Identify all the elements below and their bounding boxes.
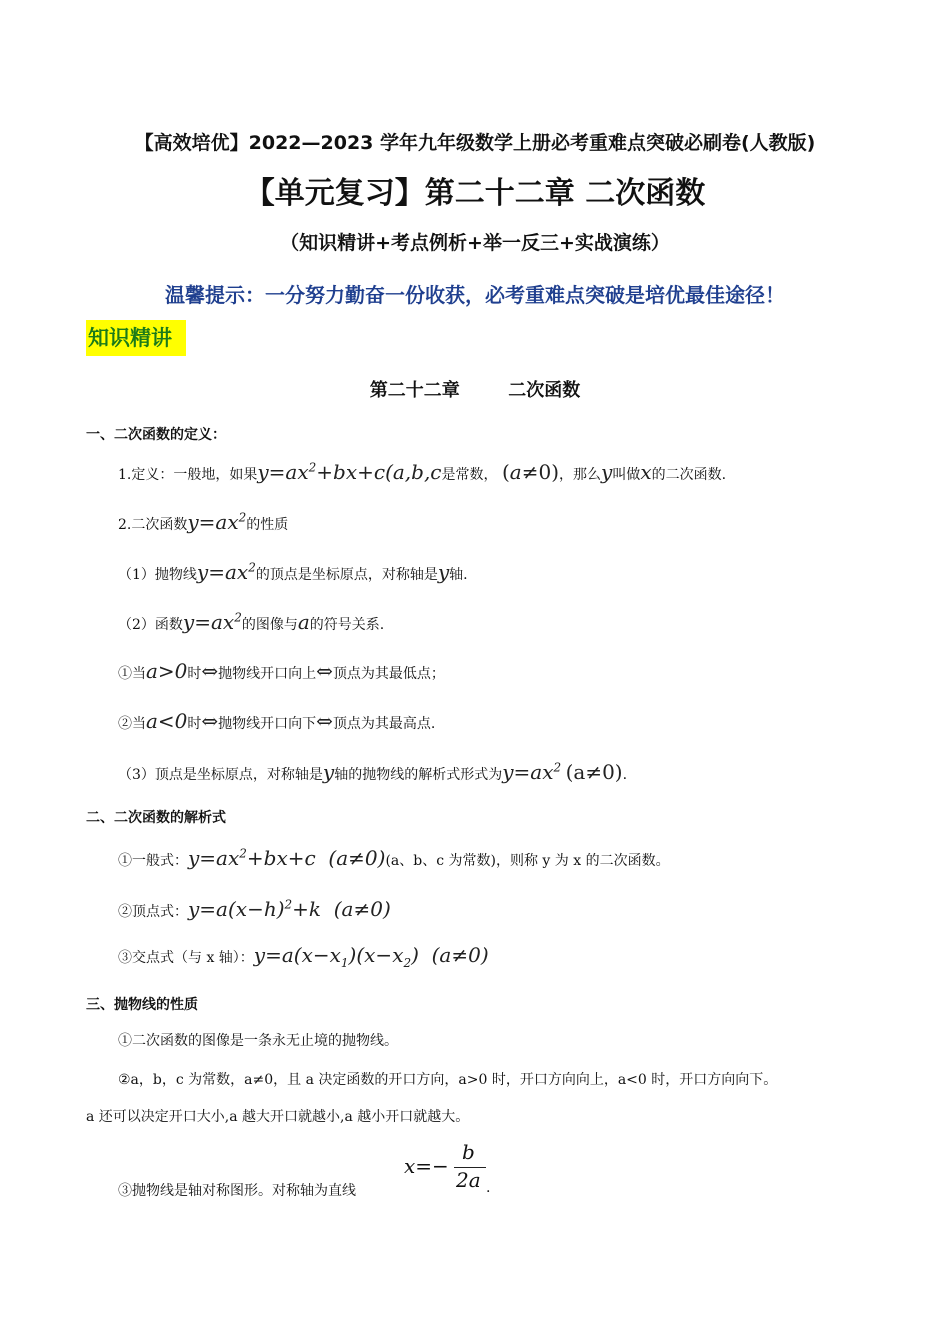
p3-b: 轴的抛物线的解析式形式为 bbox=[334, 767, 503, 783]
doc-title-line1: 【高效培优】2022—2023 学年九年级数学上册必考重难点突破必刷卷(人教版) bbox=[134, 132, 816, 154]
doc-title-line2: 【单元复习】第二十二章 二次函数 bbox=[244, 176, 706, 211]
c2-a: ②当 bbox=[118, 716, 146, 732]
def-end2: 叫做 bbox=[612, 467, 641, 483]
expr-yax2-p2: $y=ax^2$ bbox=[182, 610, 242, 634]
tip-text: 温馨提示：一分努力勤奋一份收获，必考重难点突破是培优最佳途径！ bbox=[165, 283, 785, 307]
property-item-3: ③抛物线是轴对称图形。对称轴为直线 bbox=[118, 1183, 356, 1199]
vertex-form-expression: $y=a(x-h)^2+k$ (a≠0) bbox=[188, 897, 391, 921]
property-2-line bbox=[118, 610, 384, 634]
c2-d: 顶点为其最高点. bbox=[332, 716, 436, 732]
general-form-label: ①一般式： bbox=[118, 853, 188, 869]
axis-denominator: 2a bbox=[456, 1168, 481, 1192]
property-item-1: ①二次函数的图像是一条永无止境的抛物线。 bbox=[118, 1033, 398, 1049]
section-2-title: 二、二次函数的解析式 bbox=[86, 810, 226, 826]
property-item-3-end: . bbox=[486, 1180, 491, 1196]
vertex-form-line bbox=[118, 897, 391, 921]
cond-a-negative: a<0 bbox=[146, 709, 188, 733]
p2-c: 的符号关系. bbox=[309, 617, 385, 633]
p2-a: （2）函数 bbox=[118, 617, 183, 633]
def-mid: 是常数， bbox=[441, 467, 498, 483]
iff-symbol: ⇔ bbox=[201, 709, 219, 733]
iff-symbol: ⇔ bbox=[201, 659, 219, 683]
p1-b: 的顶点是坐标原点，对称轴是 bbox=[255, 567, 438, 583]
c1-a: ①当 bbox=[118, 666, 146, 682]
section-highlight: 知识精讲 bbox=[86, 320, 186, 356]
p1-c: 轴. bbox=[449, 567, 468, 583]
definition-line bbox=[118, 460, 726, 484]
case-2-line bbox=[118, 709, 435, 733]
intercept-form-expression: $y=a(x-x_1)(x-x_2)$ (a≠0) bbox=[253, 943, 489, 970]
property-item-2a: ②a，b，c 为常数，a≠0，且 a 决定函数的开口方向，a>0 时，开口方向向上，a<0 时，开口方向向下。 bbox=[118, 1072, 778, 1088]
c1-c: 抛物线开口向上 bbox=[218, 666, 317, 682]
var-y-p3: y bbox=[322, 760, 335, 784]
vertex-form-label: ②顶点式： bbox=[118, 904, 188, 920]
iff-symbol: ⇔ bbox=[316, 709, 333, 733]
chapter-name: 二次函数 bbox=[508, 380, 581, 401]
chapter-number: 第二十二章 bbox=[369, 380, 460, 401]
c1-d: 顶点为其最低点； bbox=[332, 666, 445, 682]
prop-label: 2.二次函数 bbox=[118, 517, 188, 533]
var-x: x bbox=[640, 460, 652, 484]
section-1-title: 一、二次函数的定义： bbox=[86, 427, 226, 443]
general-form-expression: $y=ax^2+bx+c$ (a≠0) bbox=[188, 846, 386, 870]
prop-end: 的性质 bbox=[246, 517, 289, 533]
expr-yax2-p3: $y=ax^2$ bbox=[502, 760, 562, 784]
def-end3: 的二次函数. bbox=[651, 467, 727, 483]
property-3-line bbox=[118, 760, 627, 784]
def-label: 1.定义：一般地，如果 bbox=[118, 467, 258, 483]
def-condition: (a≠0) bbox=[501, 460, 560, 484]
chapter-heading bbox=[0, 376, 950, 402]
iff-symbol: ⇔ bbox=[316, 659, 333, 683]
case-1-line bbox=[118, 659, 445, 683]
c1-b: 时 bbox=[187, 666, 202, 682]
property-item-2b: a 还可以决定开口大小,a 越大开口就越小,a 越小开口就越大。 bbox=[86, 1109, 470, 1125]
general-form-note: (a、b、c 为常数)，则称 y 为 x 的二次函数。 bbox=[385, 853, 670, 869]
c2-b: 时 bbox=[187, 716, 202, 732]
var-y-p1: y bbox=[437, 560, 450, 584]
var-y: y bbox=[601, 460, 613, 484]
p3-a: （3）顶点是坐标原点，对称轴是 bbox=[118, 767, 323, 783]
section-3-title: 三、抛物线的性质 bbox=[86, 997, 198, 1013]
var-a-p2: a bbox=[297, 610, 310, 634]
p1-a: （1）抛物线 bbox=[118, 567, 197, 583]
doc-subtitle: （知识精讲+考点例析+举一反三+实战演练） bbox=[280, 232, 670, 254]
p2-b: 的图像与 bbox=[241, 617, 298, 633]
def-expression: $y=ax^2+bx+c(a,b,c$ bbox=[257, 460, 442, 484]
cond-a-positive: a>0 bbox=[146, 659, 188, 683]
general-form-line bbox=[118, 846, 670, 870]
property-1-line bbox=[118, 560, 468, 584]
expr-yax2-p1: $y=ax^2$ bbox=[196, 560, 256, 584]
axis-numerator: b bbox=[462, 1140, 475, 1164]
intercept-form-label: ③交点式（与 x 轴）： bbox=[118, 950, 254, 966]
def-end1: ，那么 bbox=[559, 467, 602, 483]
cond-a-nonzero: (a≠0) bbox=[565, 760, 623, 784]
c2-c: 抛物线开口向下 bbox=[218, 716, 317, 732]
intercept-form-line bbox=[118, 943, 489, 970]
p3-c: . bbox=[622, 767, 628, 783]
axis-lhs: x=− bbox=[404, 1154, 449, 1178]
property-line bbox=[118, 510, 288, 534]
expr-yax2: $y=ax^2$ bbox=[187, 510, 247, 534]
